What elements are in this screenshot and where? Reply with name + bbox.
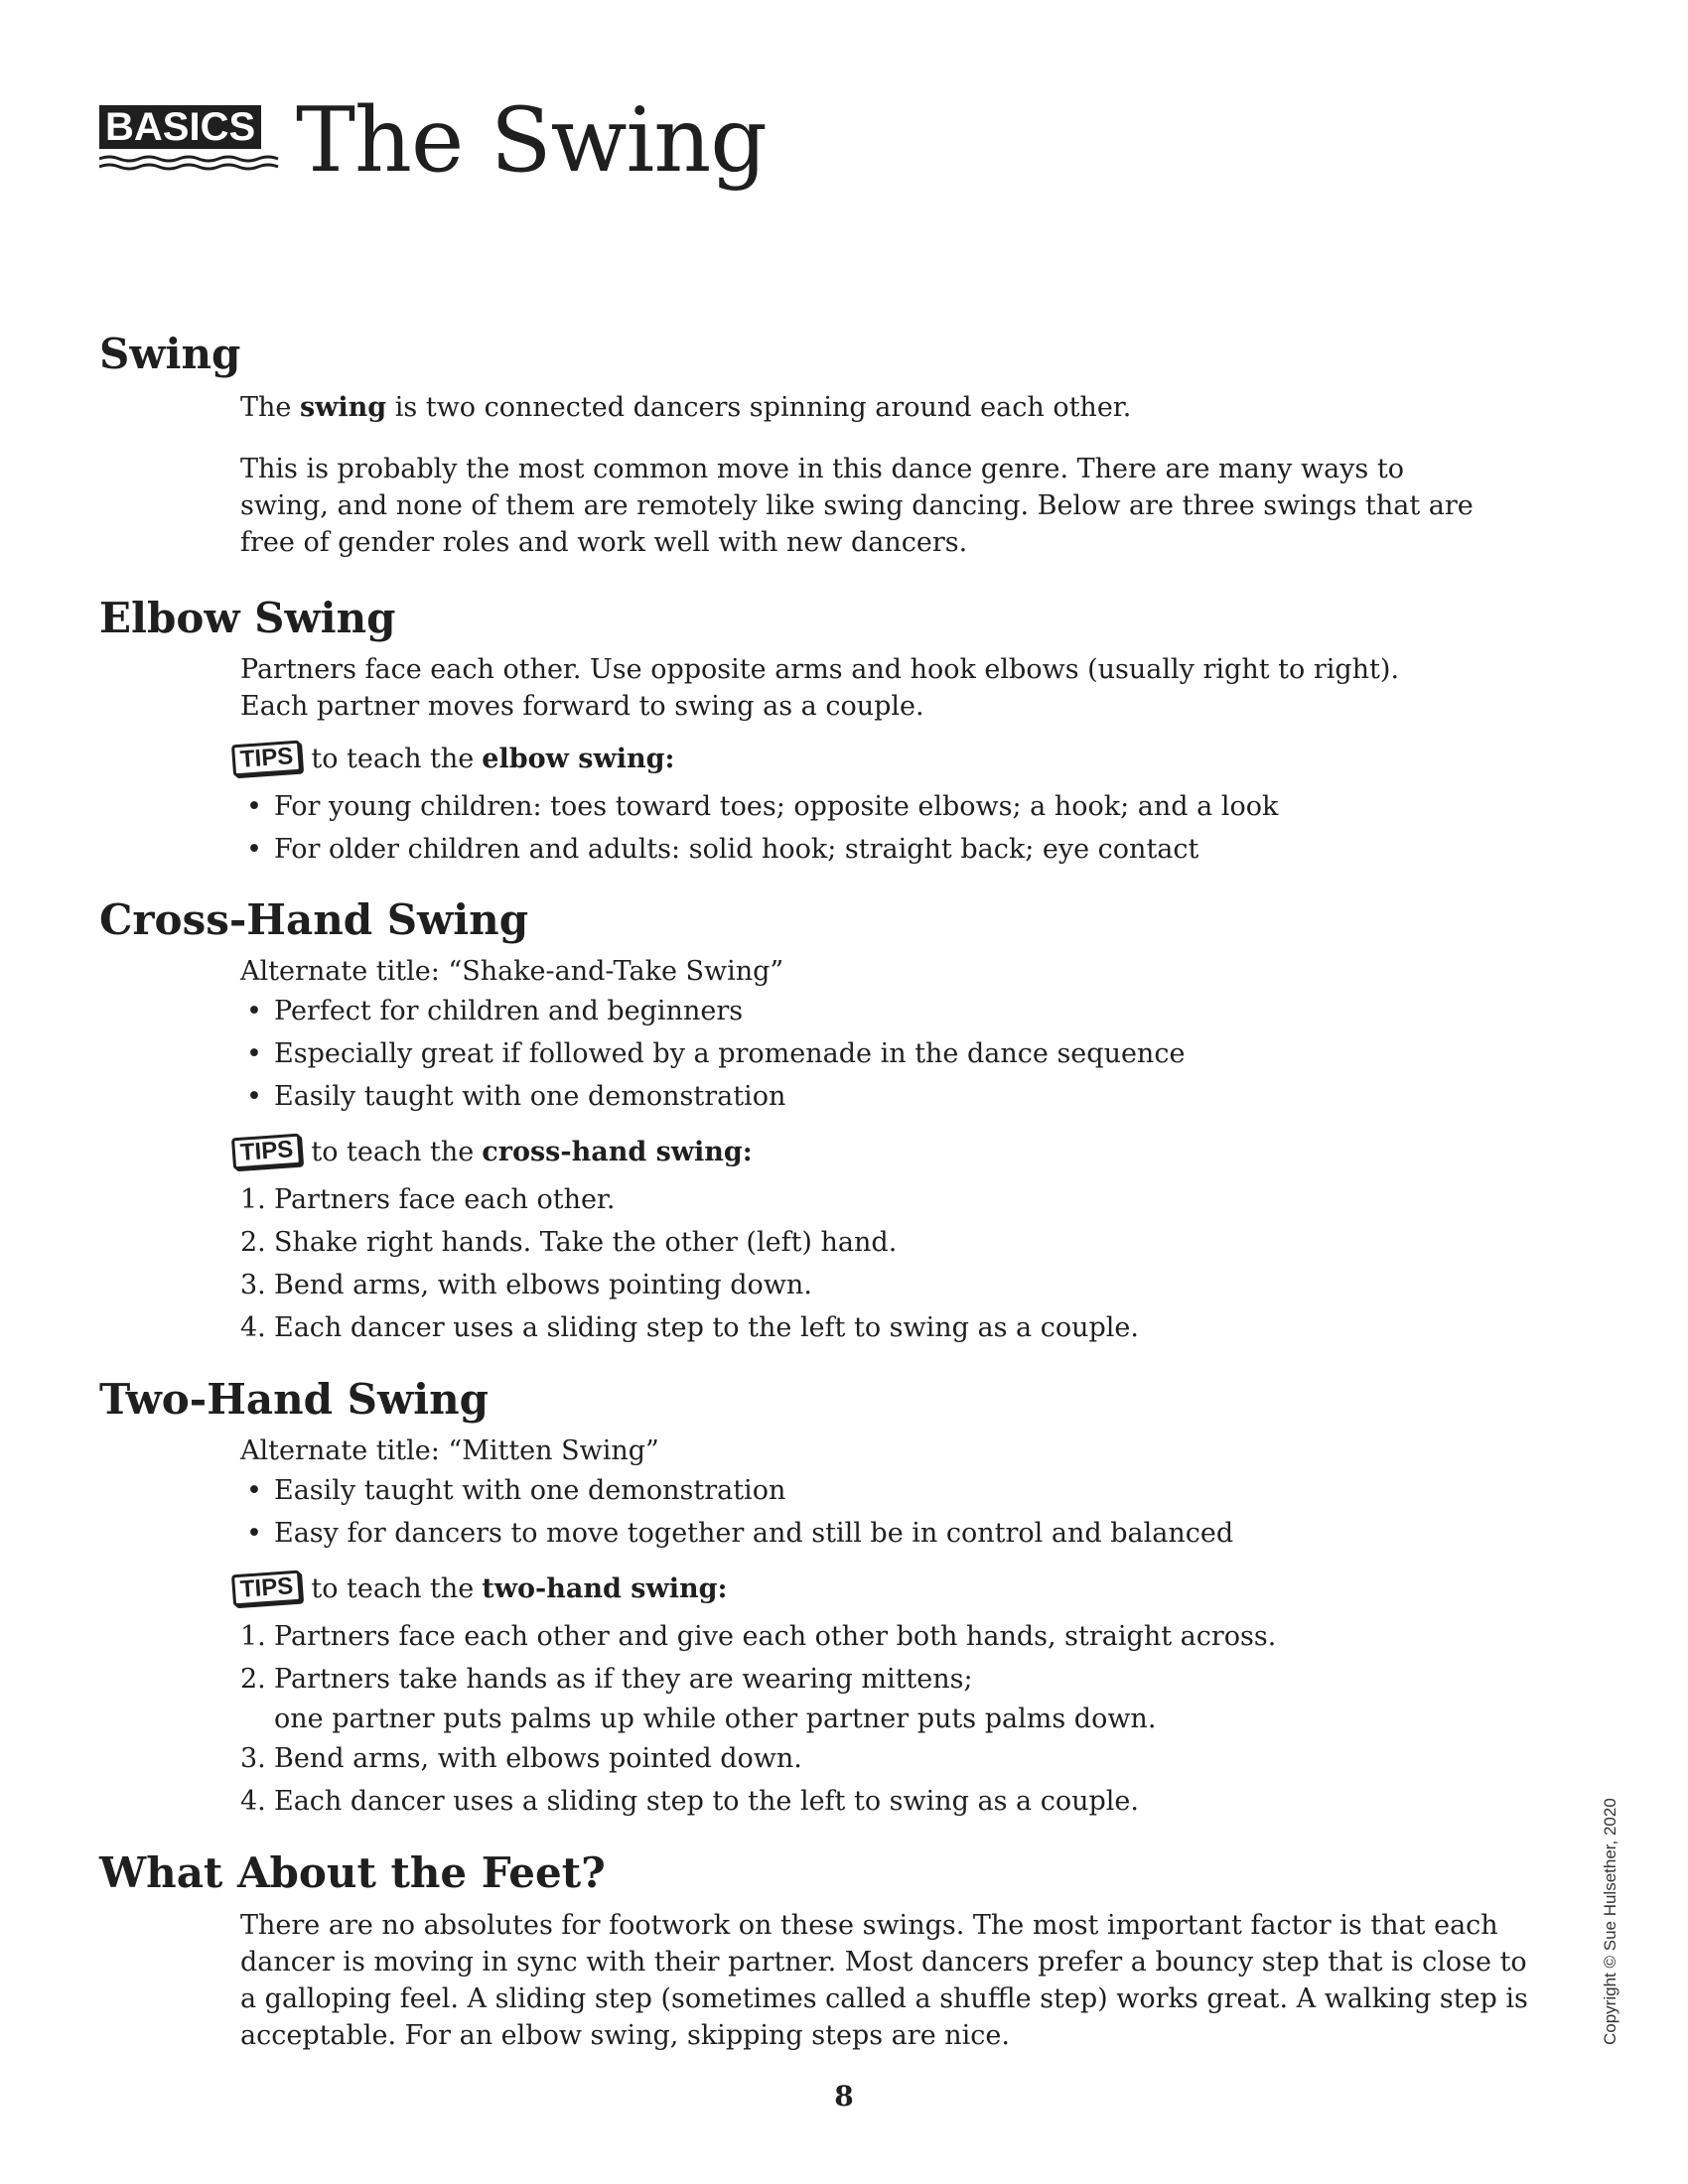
tips-badge: TIPS: [231, 1134, 302, 1170]
list-item: [240, 1658, 1276, 1737]
bullet-marker: •: [246, 996, 262, 1026]
list-item: [240, 1737, 1276, 1780]
page-header: [99, 88, 767, 193]
cross-tips-header: [232, 1136, 753, 1167]
page-title: The Swing: [296, 88, 767, 193]
list-item: [240, 1615, 1276, 1658]
cross-bullet-list: [240, 990, 1185, 1118]
list-item-text: Partners face each other.: [274, 1184, 616, 1215]
heading-swing: Swing: [99, 330, 241, 378]
list-item: [240, 1306, 1139, 1349]
feet-paragraph-line: There are no absolutes for footwork on these swings. The most important factor is that each: [240, 1910, 1498, 1941]
bullet-marker: •: [246, 834, 262, 865]
heading-elbow-swing: Elbow Swing: [99, 594, 396, 642]
list-item-text: Easily taught with one demonstration: [274, 1475, 786, 1506]
cross-alt-title: Alternate title: “Shake-and-Take Swing”: [240, 956, 784, 987]
number-marker: 2.: [240, 1227, 266, 1258]
number-marker: 1.: [240, 1184, 266, 1215]
bullet-marker: •: [246, 1038, 262, 1069]
elbow-description: [240, 651, 1531, 725]
bullet-marker: •: [246, 1518, 262, 1549]
page-number: 8: [834, 2080, 854, 2113]
list-item: [240, 1780, 1276, 1823]
number-marker: 4.: [240, 1312, 266, 1343]
tips-badge: TIPS: [231, 741, 302, 777]
list-item: [240, 1512, 1233, 1555]
two-hand-bullet-list: [240, 1469, 1233, 1555]
heading-feet: What About the Feet?: [99, 1848, 606, 1897]
tips-text: to teach the: [311, 743, 475, 774]
list-item-text: Perfect for children and beginners: [274, 996, 744, 1026]
list-item: [240, 1469, 1233, 1512]
elbow-description-line: Partners face each other. Use opposite arms and hook elbows (usually right to right).: [240, 654, 1400, 685]
feet-paragraph: [240, 1907, 1531, 2054]
list-item-text: Bend arms, with elbows pointing down.: [274, 1270, 812, 1300]
bullet-marker: •: [246, 791, 262, 822]
number-marker: 3.: [240, 1743, 266, 1774]
list-item: [240, 990, 1185, 1032]
list-item-text: Especially great if followed by a promenade in the dance sequence: [274, 1038, 1186, 1069]
list-item-continuation: one partner puts palms up while other partner puts palms down.: [274, 1704, 1157, 1734]
wave-lines-icon: [99, 155, 280, 173]
elbow-tips-header: [232, 743, 674, 774]
tips-text: to teach the: [311, 1136, 475, 1167]
list-item: [240, 828, 1278, 871]
number-marker: 3.: [240, 1270, 266, 1300]
swing-paragraph-line: This is probably the most common move in this dance genre. There are many ways to: [240, 454, 1404, 484]
list-item-text: Partners take hands as if they are wearing mittens;: [274, 1664, 973, 1695]
list-item: [240, 785, 1278, 828]
list-item: [240, 1075, 1185, 1118]
heading-cross-hand-swing: Cross-Hand Swing: [99, 895, 529, 944]
elbow-description-line: Each partner moves forward to swing as a couple.: [240, 691, 924, 722]
number-marker: 4.: [240, 1786, 266, 1817]
swing-intro: [240, 389, 1531, 426]
list-item-text: Each dancer uses a sliding step to the left to swing as a couple.: [274, 1786, 1139, 1817]
list-item-text: Partners face each other and give each other both hands, straight across.: [274, 1621, 1277, 1652]
bullet-marker: •: [246, 1081, 262, 1112]
feet-paragraph-line: dancer is moving in sync with their partner. Most dancers prefer a bouncy step that is close to: [240, 1947, 1527, 1978]
list-item: [240, 1032, 1185, 1075]
list-item-text: Easy for dancers to move together and still be in control and balanced: [274, 1518, 1234, 1549]
two-hand-steps-list: [240, 1615, 1276, 1823]
feet-paragraph-line: a galloping feel. A sliding step (sometimes called a shuffle step) works great. A walking step is: [240, 1983, 1528, 2014]
number-marker: 2.: [240, 1664, 266, 1695]
basics-logo: [99, 105, 278, 185]
list-item: [240, 1221, 1139, 1264]
tips-bold: cross-hand swing:: [482, 1136, 753, 1167]
tips-bold: elbow swing:: [482, 743, 675, 774]
swing-paragraph-line: swing, and none of them are remotely like swing dancing. Below are three swings that are: [240, 490, 1474, 521]
two-hand-tips-header: [232, 1572, 727, 1604]
list-item-text: Shake right hands. Take the other (left) hand.: [274, 1227, 898, 1258]
bullet-marker: •: [246, 1475, 262, 1506]
list-item-text: For older children and adults: solid hook; straight back; eye contact: [274, 834, 1199, 865]
swing-paragraph: [240, 451, 1531, 561]
tips-badge: TIPS: [231, 1570, 302, 1607]
two-hand-alt-title: Alternate title: “Mitten Swing”: [240, 1435, 659, 1466]
tips-text: to teach the: [311, 1572, 475, 1604]
elbow-tips-list: [240, 785, 1278, 871]
heading-two-hand-swing: Two-Hand Swing: [99, 1375, 490, 1424]
list-item: [240, 1264, 1139, 1306]
list-item-text: Bend arms, with elbows pointed down.: [274, 1743, 802, 1774]
swing-paragraph-line: free of gender roles and work well with new dancers.: [240, 527, 968, 558]
number-marker: 1.: [240, 1621, 266, 1652]
tips-bold: two-hand swing:: [482, 1572, 728, 1604]
basics-badge: BASICS: [99, 105, 261, 149]
cross-steps-list: [240, 1178, 1139, 1349]
list-item-text: Each dancer uses a sliding step to the left to swing as a couple.: [274, 1312, 1139, 1343]
list-item: [240, 1178, 1139, 1221]
swing-intro-post: is two connected dancers spinning around each other.: [386, 392, 1132, 423]
swing-intro-bold: swing: [299, 392, 387, 423]
list-item-text: Easily taught with one demonstration: [274, 1081, 786, 1112]
feet-paragraph-line: acceptable. For an elbow swing, skipping steps are nice.: [240, 2020, 1010, 2051]
copyright-notice: Copyright © Sue Hulsether, 2020: [1601, 1798, 1619, 2045]
list-item-text: For young children: toes toward toes; opposite elbows; a hook; and a look: [274, 791, 1279, 822]
swing-intro-pre: The: [240, 392, 300, 423]
